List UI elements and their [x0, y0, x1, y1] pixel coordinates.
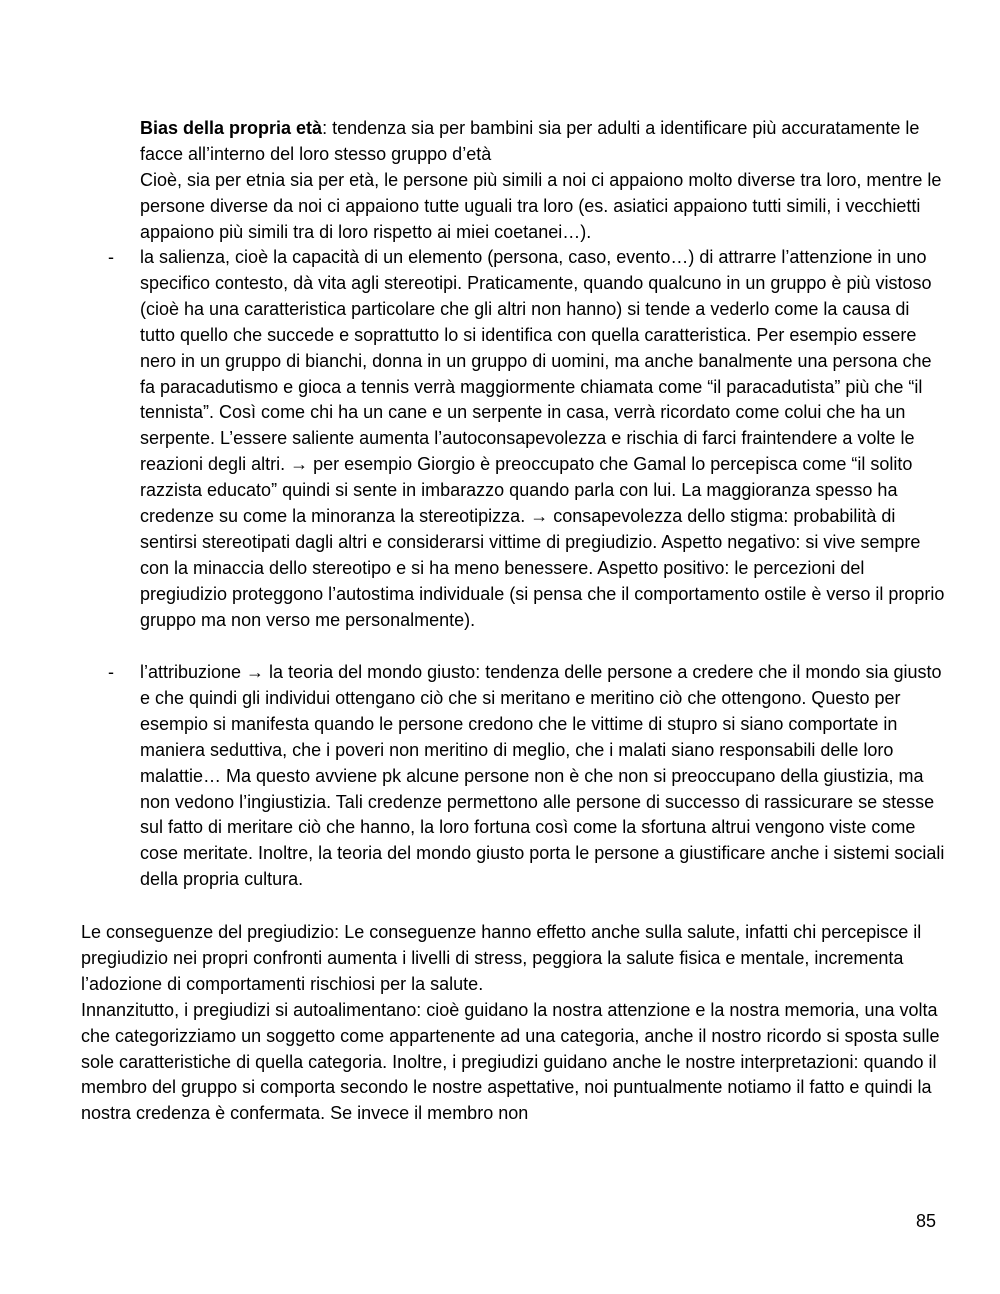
paragraph-self-feeding: Innanzitutto, i pregiudizi si autoalimentano: cioè guidano la nostra attenzione e la nostra memoria, una volta che categorizziamo un soggetto come appartenente ad una categoria, anche il nostro ricordo si sposta sulle sole caratteristiche di quella categoria. Inoltre, i pregiudizi guidano anche le nostre interpretazioni: quando il membro del gruppo si comporta secondo le nostre aspettative, noi puntualmente notiamo il fatto e quindi la nostra credenza è confermata. Se invece il membro non — [81, 999, 940, 1124]
age-bias-block — [140, 116, 945, 246]
bullet-marker: - — [108, 662, 114, 682]
age-bias-definition — [140, 116, 945, 168]
paragraph-consequences: Le conseguenze del pregiudizio: Le conseguenze hanno effetto anche sulla salute, infatti chi percepisce il pregiudizio nei propri confronti aumenta i livelli di stress, peggiora la salute fisica e mentale, incrementa l’adozione di comportamenti rischiosi per la salute. — [81, 922, 922, 994]
body-paragraphs — [81, 920, 951, 1127]
bullet-attribution-text: l’attribuzione → la teoria del mondo giusto: tendenza delle persone a credere che il mondo sia giusto e che quindi gli individui ottengano ciò che si meritano e meritino ciò che ottengono. Questo per esempio si manifesta quando le persone credono che le vittime di stupro si siano comportate in maniera seduttiva, che i poveri non meritino di meglio, che i malati siano responsabili delle loro malattie… Ma questo avviene pk alcune persone non è che non si preoccupano della giustizia, ma non vedono l’ingiustizia. Tali credenze permettono alle persone di successo di rassicurare se stesse sul fatto di meritare ciò che hanno, la loro fortuna così come la sfortuna altrui vengono viste come cose meritate. Inoltre, la teoria del mondo giusto porta le persone a giustificare anche i sistemi sociali della propria cultura. — [140, 662, 945, 890]
page-number: 85 — [916, 1211, 937, 1231]
age-bias-text: : tendenza sia per bambini sia per adulti a identificare più accuratamente le facce all’interno del loro stesso gruppo d’età — [140, 118, 920, 164]
age-bias-term: Bias della propria età — [140, 118, 323, 138]
age-bias-continuation: Cioè, sia per etnia sia per età, le persone più simili a noi ci appaiono molto diverse tra loro, mentre le persone diverse da noi ci appaiono tutte uguali tra loro (es. asiatici appaiono tutti simili, i vecchietti appaiono più simili tra di loro rispetto ai miei coetanei…). — [140, 169, 942, 242]
bullet-salience — [140, 245, 945, 634]
bullet-salience-text: la salienza, cioè la capacità di un elemento (persona, caso, evento…) di attrarre l’attenzione in uno specifico contesto, dà vita agli stereotipi. Praticamente, quando qualcuno in un gruppo è più vistoso (cioè ha una caratteristica particolare che gli altri non hanno) si tende a vederlo come la causa di tutto quello che succede e soprattutto lo si identifica con quella caratteristica. Per esempio essere nero in un gruppo di bianchi, donna in un gruppo di uomini, ma anche banalmente una persona che fa paracadutismo e gioca a tennis verrà maggiormente chiamata come “il paracadutista” più che “il tennista”. Così come chi ha un cane e un serpente in casa, verrà ricordato come colui che ha un serpente. L’essere saliente aumenta l’autoconsapevolezza e rischia di farci fraintendere a volte le reazioni degli altri. → per esempio Giorgio è preoccupato che Gamal lo percepisca come “il solito razzista educato” quindi si sente in imbarazzo quando parla con lui. La maggioranza spesso ha credenze su come la minoranza la stereotipizza. → consapevolezza dello stigma: probabilità di sentirsi stereotipati dagli altri e considerarsi vittime di pregiudizio. Aspetto negativo: si vive sempre con la minaccia dello stereotipo e si ha meno benessere. Aspetto positivo: le percezioni del pregiudizio proteggono l’autostima individuale (si pensa che il comportamento ostile è verso il proprio gruppo ma non verso me personalmente). — [140, 247, 945, 630]
bullet-attribution — [140, 660, 945, 893]
bullet-marker: - — [108, 247, 114, 267]
